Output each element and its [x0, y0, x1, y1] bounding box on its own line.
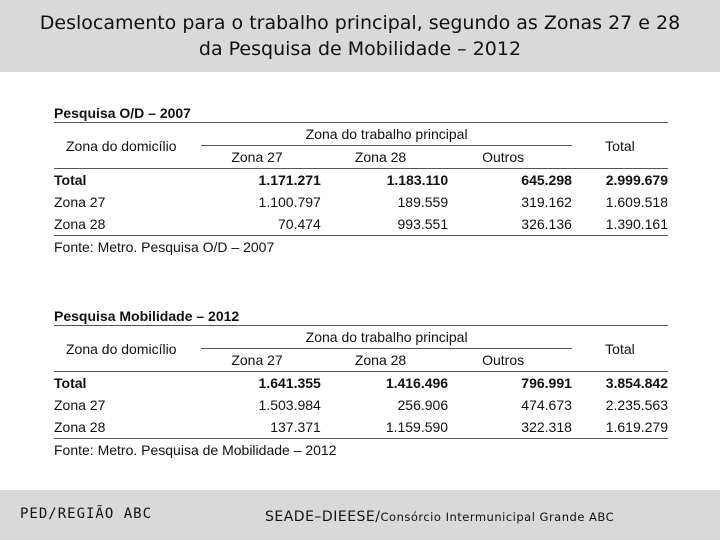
row-label: Zona 27	[54, 397, 106, 413]
header-zona-domicilio: Zona do domicílio	[66, 340, 177, 357]
header-zona-27: Zona 27	[231, 149, 283, 165]
cell-value: 322.318	[448, 416, 572, 439]
header-zona-trabalho: Zona do trabalho principal	[201, 123, 572, 146]
footer-left-text: PED/REGIÃO ABC	[20, 506, 153, 522]
table-mobilidade-2012	[54, 307, 668, 461]
title-line-1: Deslocamento para o trabalho principal, segundo as Zonas 27 e 28	[39, 12, 681, 34]
table-row	[54, 394, 668, 416]
cell-value: 645.298	[448, 169, 572, 192]
row-label: Zona 28	[54, 213, 201, 236]
footer-right-sub: Consórcio Intermunicipal Grande ABC	[380, 510, 615, 524]
cell-value: 326.136	[448, 213, 572, 236]
table-row	[54, 372, 668, 395]
footer-right-text	[265, 506, 614, 525]
cell-value: 1.100.797	[258, 194, 321, 210]
table-row	[54, 169, 668, 192]
slide-title	[10, 10, 710, 62]
row-label: Zona 27	[54, 194, 106, 210]
row-label: Total	[54, 372, 201, 395]
header-zona-28: Zona 28	[354, 352, 407, 368]
header-outros: Outros	[482, 352, 525, 368]
cell-value: 1.183.110	[321, 169, 448, 192]
cell-value: 2.999.679	[572, 169, 668, 192]
cell-value: 256.906	[397, 397, 449, 413]
data-table	[54, 326, 668, 439]
cell-value: 1.641.355	[201, 372, 321, 395]
footer-right-main: SEADE–DIEESE/	[265, 509, 381, 525]
header-zona-28: Zona 28	[354, 149, 407, 165]
cell-value: 319.162	[521, 194, 572, 210]
data-table	[54, 123, 668, 236]
header-total: Total	[605, 137, 635, 154]
slide-footer	[0, 490, 720, 540]
cell-value: 1.503.984	[258, 397, 321, 413]
cell-value: 1.609.518	[605, 194, 668, 210]
cell-value: 2.235.563	[605, 397, 668, 413]
header-zona-27: Zona 27	[231, 352, 283, 368]
header-zona-trabalho: Zona do trabalho principal	[201, 326, 572, 349]
cell-value: 1.159.590	[321, 416, 448, 439]
table-row	[54, 191, 668, 213]
table-source: Fonte: Metro. Pesquisa O/D – 2007	[54, 239, 275, 255]
row-label: Total	[54, 169, 201, 192]
cell-value: 1.390.161	[572, 213, 668, 236]
cell-value: 70.474	[201, 213, 321, 236]
cell-value: 137.371	[201, 416, 321, 439]
table-row	[54, 213, 668, 236]
table-source: Fonte: Metro. Pesquisa de Mobilidade – 2012	[54, 442, 337, 458]
table-caption: Pesquisa O/D – 2007	[54, 104, 668, 123]
cell-value: 993.551	[321, 213, 448, 236]
header-total: Total	[605, 340, 635, 357]
cell-value: 3.854.842	[572, 372, 668, 395]
slide-header	[0, 0, 720, 72]
header-outros: Outros	[482, 149, 525, 165]
cell-value: 1.416.496	[321, 372, 448, 395]
cell-value: 796.991	[448, 372, 572, 395]
table-od-2007	[54, 104, 668, 258]
table-caption: Pesquisa Mobilidade – 2012	[54, 307, 668, 326]
cell-value: 189.559	[397, 194, 449, 210]
cell-value: 474.673	[521, 397, 572, 413]
table-row	[54, 416, 668, 439]
row-label: Zona 28	[54, 416, 201, 439]
cell-value: 1.171.271	[201, 169, 321, 192]
title-line-2: da Pesquisa de Mobilidade – 2012	[198, 38, 522, 60]
cell-value: 1.619.279	[572, 416, 668, 439]
header-zona-domicilio: Zona do domicílio	[66, 137, 177, 154]
